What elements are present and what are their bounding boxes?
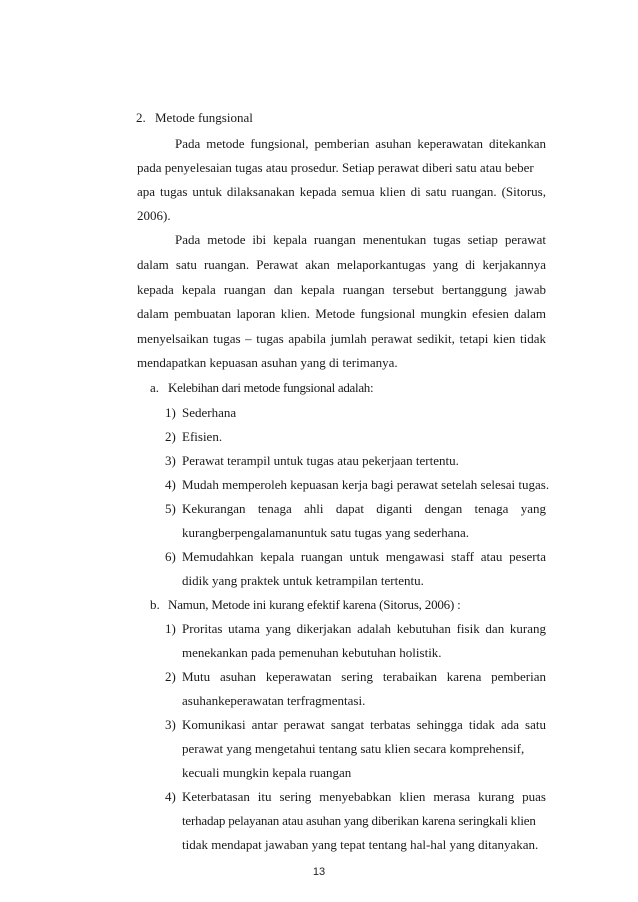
paragraph-2-line: menyelsaikan tugas – tugas apabila jumlah perawat sedikit, tetapi kien tidak	[137, 331, 546, 346]
list-item-number: 4)	[165, 789, 176, 804]
subsection-a-title: Kelebihan dari metode fungsional adalah:	[168, 380, 374, 395]
list-item-continuation: menekankan pada pemenuhan kebutuhan holistik.	[182, 645, 442, 660]
list-item-number: 1)	[165, 405, 176, 420]
list-item: Efisien.	[182, 429, 223, 444]
list-item-number: 6)	[165, 549, 176, 564]
list-item: Mudah memperoleh kepuasan kerja bagi perawat setelah selesai tugas.	[182, 477, 550, 492]
list-item-continuation: tidak mendapat jawaban yang tepat tentang hal-hal yang ditanyakan.	[182, 837, 539, 852]
paragraph-2-line: dalam pembuatan laporan klien. Metode fungsional mungkin efesien dalam	[137, 306, 546, 321]
paragraph-1-line: apa tugas untuk dilaksanakan kepada semua klien di satu ruangan. (Sitorus,	[137, 184, 546, 199]
page-number: 13	[312, 866, 326, 878]
list-item-continuation: kecuali mungkin kepala ruangan	[182, 765, 352, 780]
paragraph-2-line: dalam satu ruangan. Perawat akan melaporkantugas yang di kerjakannya	[137, 257, 546, 272]
list-item: Kekurangan tenaga ahli dapat diganti dengan tenaga yang	[182, 501, 546, 516]
paragraph-1-line: pada penyelesaian tugas atau prosedur. Setiap perawat diberi satu atau beber	[137, 160, 534, 175]
list-item-continuation: didik yang praktek untuk ketrampilan tertentu.	[182, 573, 424, 588]
list-item: Proritas utama yang dikerjakan adalah kebutuhan fisik dan kurang	[182, 621, 546, 636]
subsection-a-label: a.	[150, 380, 160, 395]
list-item-number: 2)	[165, 669, 176, 684]
list-item-number: 4)	[165, 477, 176, 492]
list-item: Keterbatasan itu sering menyebabkan klien merasa kurang puas	[182, 789, 546, 804]
subsection-b-label: b.	[150, 597, 160, 612]
paragraph-2-line: Pada metode ibi kepala ruangan menentukan tugas setiap perawat	[175, 232, 546, 247]
list-item: Perawat terampil untuk tugas atau pekerjaan tertentu.	[182, 453, 459, 468]
section-number: 2.	[136, 110, 146, 125]
list-item: Memudahkan kepala ruangan untuk mengawasi staff atau peserta	[182, 549, 546, 564]
list-item: Komunikasi antar perawat sangat terbatas sehingga tidak ada satu	[182, 717, 546, 732]
list-item: Mutu asuhan keperawatan sering terabaikan karena pemberian	[182, 669, 546, 684]
list-item-continuation: asuhankeperawatan terfragmentasi.	[182, 693, 366, 708]
paragraph-2-line: kepada kepala ruangan dan kepala ruangan tersebut bertanggung jawab	[137, 282, 546, 297]
paragraph-2-line: mendapatkan kepuasan asuhan yang di terimanya.	[137, 355, 398, 370]
section-title: Metode fungsional	[155, 110, 253, 125]
paragraph-1-line: Pada metode fungsional, pemberian asuhan keperawatan ditekankan	[175, 136, 546, 151]
list-item-continuation: perawat yang mengetahui tentang satu klien secara komprehensif,	[182, 741, 525, 756]
list-item-continuation: kurangberpengalamanuntuk satu tugas yang sederhana.	[182, 525, 469, 540]
list-item-continuation: terhadap pelayanan atau asuhan yang diberikan karena seringkali klien	[182, 813, 536, 828]
list-item-number: 3)	[165, 717, 176, 732]
paragraph-1-line: 2006).	[137, 208, 171, 223]
list-item-number: 2)	[165, 429, 176, 444]
subsection-b-title: Namun, Metode ini kurang efektif karena (Sitorus, 2006) :	[168, 597, 461, 612]
list-item-number: 5)	[165, 501, 176, 516]
list-item: Sederhana	[182, 405, 237, 420]
list-item-number: 1)	[165, 621, 176, 636]
list-item-number: 3)	[165, 453, 176, 468]
